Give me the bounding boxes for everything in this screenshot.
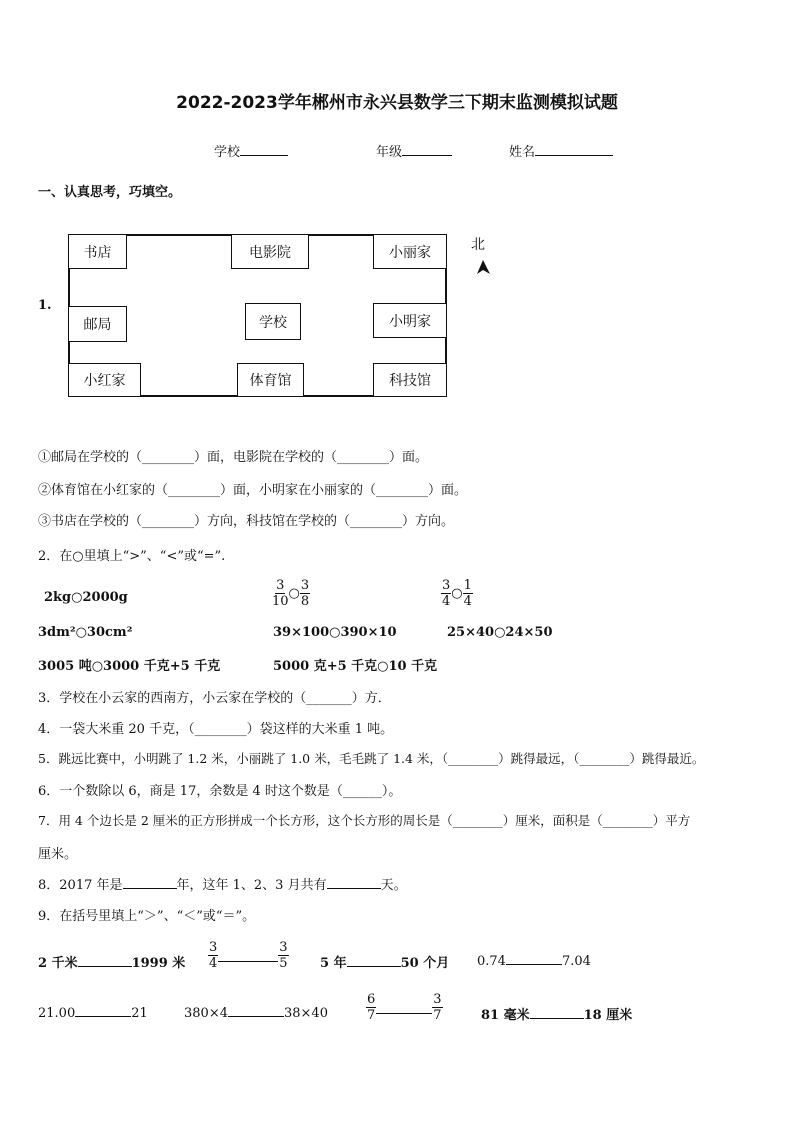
box-school: 学校 [245,303,301,340]
q5: 5．跳远比赛中，小明跳了 1.2 米，小丽跳了 1.0 米，毛毛跳了 1.4 米，（________）跳得最远，（________）跳得最近。 [38,751,705,766]
frac-den: 4 [463,594,472,609]
answer-blank[interactable] [228,1004,284,1017]
q9-d-left: 21.00 [38,1006,76,1021]
frac-den: 4 [209,956,218,971]
box-bookstore: 书店 [68,234,127,269]
answer-blank[interactable] [327,876,381,889]
school-field[interactable] [214,141,288,160]
q9-b-left: 5 年 [320,956,347,971]
north-arrow-icon [474,258,492,276]
q7-line2: 厘米。 [38,847,78,862]
answer-blank[interactable] [506,952,562,965]
q9-a [38,952,185,971]
section-heading: 一、认真思考，巧填空。 [38,185,182,200]
answer-blank[interactable] [218,949,278,962]
school-label: 学校 [214,145,241,160]
q9-g-left: 81 毫米 [481,1008,530,1023]
page-title: 2022-2023学年郴州市永兴县数学三下期末监测模拟试题 [176,93,618,113]
answer-blank[interactable] [75,1004,131,1017]
frac-num: 3 [276,578,285,593]
name-label: 姓名 [509,145,536,160]
q2-r1c [441,578,473,609]
q8-part2: 年，这年 1、2、3 月共有 [176,878,327,893]
frac-den: 10 [272,594,289,609]
grade-field[interactable] [376,141,452,160]
frac-den: 8 [300,594,310,609]
q2-r1b [272,578,310,609]
box-post-office: 邮局 [68,306,127,342]
q9-g-right: 18 厘米 [583,1008,633,1023]
frac-den: 7 [433,1008,442,1023]
q8-part1: 8．2017 年是 [38,878,123,893]
box-gym: 体育馆 [237,363,304,397]
q2-r2b: 39×100○390×10 [273,625,397,640]
q9-b-right: 50 个月 [400,956,450,971]
grade-label: 年级 [376,145,403,160]
box-xiaoli-home: 小丽家 [373,234,447,269]
q9-e-right: 38×40 [283,1006,328,1021]
answer-blank[interactable] [78,954,132,967]
compare-circle: ○ [288,586,300,601]
q2-r1a: 2kg○2000g [44,590,128,605]
compare-circle: ○ [451,586,463,601]
frac-den: 7 [367,1008,376,1023]
q9-a-right: 1999 米 [131,956,186,971]
box-xiaoming-home: 小明家 [373,303,447,338]
frac-num: 3 [300,578,310,593]
q9-c-left: 0.74 [477,954,506,969]
frac-num: 6 [367,992,376,1007]
q2-r2c: 25×40○24×50 [447,625,553,640]
school-map [68,234,447,397]
q9-b [320,952,449,971]
q2-r3a: 3005 吨○3000 千克+5 千克 [38,659,221,674]
q1-part-c: ③书店在学校的（________）方向，科技馆在学校的（________）方向。 [38,514,455,529]
frac-num: 3 [442,578,451,593]
q4: 4．一袋大米重 20 千克，（________）袋这样的大米重 1 吨。 [38,722,394,737]
q2-r3b: 5000 克+5 千克○10 千克 [273,659,438,674]
q9-d-right: 21 [131,1006,148,1021]
q9-a-left: 2 千米 [38,956,78,971]
q8 [38,874,407,893]
q3: 3．学校在小云家的西南方，小云家在学校的（_______）方． [38,691,391,706]
q9-g [481,1004,632,1023]
frac-num: 3 [209,940,218,955]
q9-f1 [208,940,289,971]
q1-part-a: ①邮局在学校的（________）面，电影院在学校的（________）面。 [38,450,429,465]
q1-part-b: ②体育馆在小红家的（________）面，小明家在小丽家的（________）面。 [38,483,468,498]
q9-f2 [366,992,443,1023]
box-xiaohong-home: 小红家 [68,363,141,397]
q9-stem: 9．在括号里填上“＞”、“＜”或“＝”。 [38,909,256,924]
answer-blank[interactable] [123,876,177,889]
q1-number: 1. [38,298,52,313]
frac-den: 4 [442,594,451,609]
answer-blank[interactable] [347,954,401,967]
q8-part3: 天。 [380,878,407,893]
name-field[interactable] [509,141,613,160]
frac-num: 3 [279,940,288,955]
frac-num: 3 [433,992,442,1007]
answer-blank[interactable] [376,1001,432,1014]
frac-num: 1 [463,578,472,593]
box-cinema: 电影院 [231,234,309,269]
q6: 6．一个数除以 6，商是 17，余数是 4 时这个数是（______）。 [38,784,402,799]
q9-e [184,1004,328,1021]
q2-r2a: 3dm²○30cm² [38,625,133,640]
answer-blank[interactable] [530,1006,584,1019]
q9-c [477,952,591,969]
north-label: 北 [471,237,485,253]
q7-line1: 7．用 4 个边长是 2 厘米的正方形拼成一个长方形，这个长方形的周长是（________）厘米，面积是（________）平方 [38,813,691,828]
q9-c-right: 7.04 [561,954,591,969]
box-museum: 科技馆 [373,363,447,397]
q9-d [38,1004,148,1021]
frac-den: 5 [279,956,288,971]
q2-stem: 2．在○里填上“>”、“<”或“=”. [38,549,226,564]
q9-e-left: 380×4 [184,1006,228,1021]
